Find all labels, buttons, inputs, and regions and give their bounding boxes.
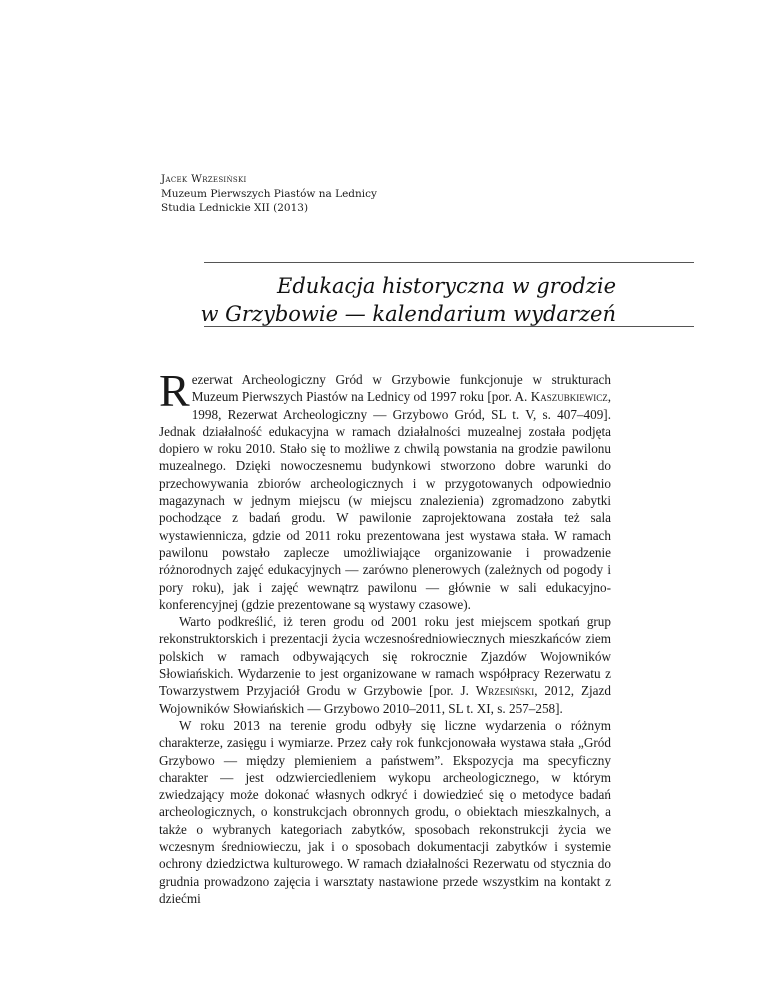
paragraph-2-text-a: Warto podkreślić, iż teren grodu od 2001 roku jest miejscem spotkań grup rekonstruktorskich i prezentacji życia wczesnośredniowiecznych mieszkańców ziem polskich w ramach odbywających się rokrocznie Zjazdów Wojowników Słowiańskich. Wydarzenie to jest organizowane w ramach współpracy Rezerwatu z Towarzystwem Przyjaciół Grodu w Grzybowie [por. J. (159, 614, 611, 699)
drop-cap: R (159, 365, 190, 416)
paragraph-3: W roku 2013 na terenie grodu odbyły się liczne wydarzenia o różnym charakterze, zasięgu i wymiarze. Przez cały rok funkcjonowała wystawa stała „Gród Grzybowo — między plemieniem a państwem”. Ekspozycja ma specyficzny charakter — jest odzwierciedleniem wykopu archeologicznego, w którym zwiedzający może dokonać własnych odkryć i dowiedzieć się o metodyce badań archeologicznych, o konstrukcjach obronnych grodu, o obiektach mieszkalnych, a także o wybranych kategoriach zabytków, sposobach rekonstrukcji życia we wczesnym średniowieczu, jak i o sposobach dokumentacji zabytków i systemie ochrony dziedzictwa kulturowego. W ramach działalności Rezerwatu od stycznia do grudnia prowadzono zajęcia i warsztaty nastawione przede wszystkim na kontakt z dziećmi (159, 717, 611, 906)
citation-author-kaszubkiewicz: Kaszubkiewicz (530, 389, 608, 405)
paragraph-1-text-b: , 1998, Rezerwat Archeologiczny — Grzybowo Gród, SL t. V, s. 407–409]. Jednak działalność edukacyjna w ramach działalności muzealnej została podjęta dopiero w roku 2010. Stało się to możliwe z chwilą powstania na grodzie pawilonu muzealnego. Dzięki nowoczesnemu budynkowi stworzono dobre warunki do przechowywania zbiorów archeologicznych i w przygotowanych odpowiednio magazynach w jednym miejscu (w miejscu znalezienia) zgromadzono zabytki pochodzące z badań grodu. W pawilonie zaprojektowana została też sala wystawiennicza, gdzie od 2011 roku prezentowana jest wystawa stała. W ramach pawilonu powstało zaplecze umożliwiające organizowanie i prowadzenie różnorodnych zajęć edukacyjnych — zarówno plenerowych (zależnych od pogody i pory roku), jak i zajęć wewnątrz pawilonu — głównie w sali edukacyjno-konferencyjnej (gdzie prezentowane są wystawy czasowe). (159, 389, 611, 612)
article-title (150, 272, 616, 328)
title-line-1: Edukacja historyczna w grodzie (277, 274, 616, 298)
title-line-2: w Grzybowie — kalendarium wydarzeń (200, 302, 616, 326)
title-rule-bottom (204, 326, 694, 327)
paragraph-1-text-a: ezerwat Archeologiczny Gród w Grzybowie funkcjonuje w strukturach Muzeum Pierwszych Piastów na Lednicy od 1997 roku [por. A. (191, 372, 611, 405)
article-header (161, 172, 377, 216)
citation-author-wrzesinski: Wrzesiński (475, 683, 535, 699)
author-institution: Muzeum Pierwszych Piastów na Lednicy (161, 187, 377, 200)
paragraph-2-text-b: , 2012, Zjazd Wojowników Słowiańskich — Grzybowo 2010–2011, SL t. XI, s. 257–258]. (159, 683, 611, 716)
title-rule-top (204, 262, 694, 263)
author-name: Jacek Wrzesiński (161, 173, 247, 185)
article-body (159, 365, 611, 907)
paragraph-1 (159, 365, 611, 613)
paragraph-2 (159, 613, 611, 717)
journal-citation: Studia Lednickie XII (2013) (161, 202, 309, 214)
